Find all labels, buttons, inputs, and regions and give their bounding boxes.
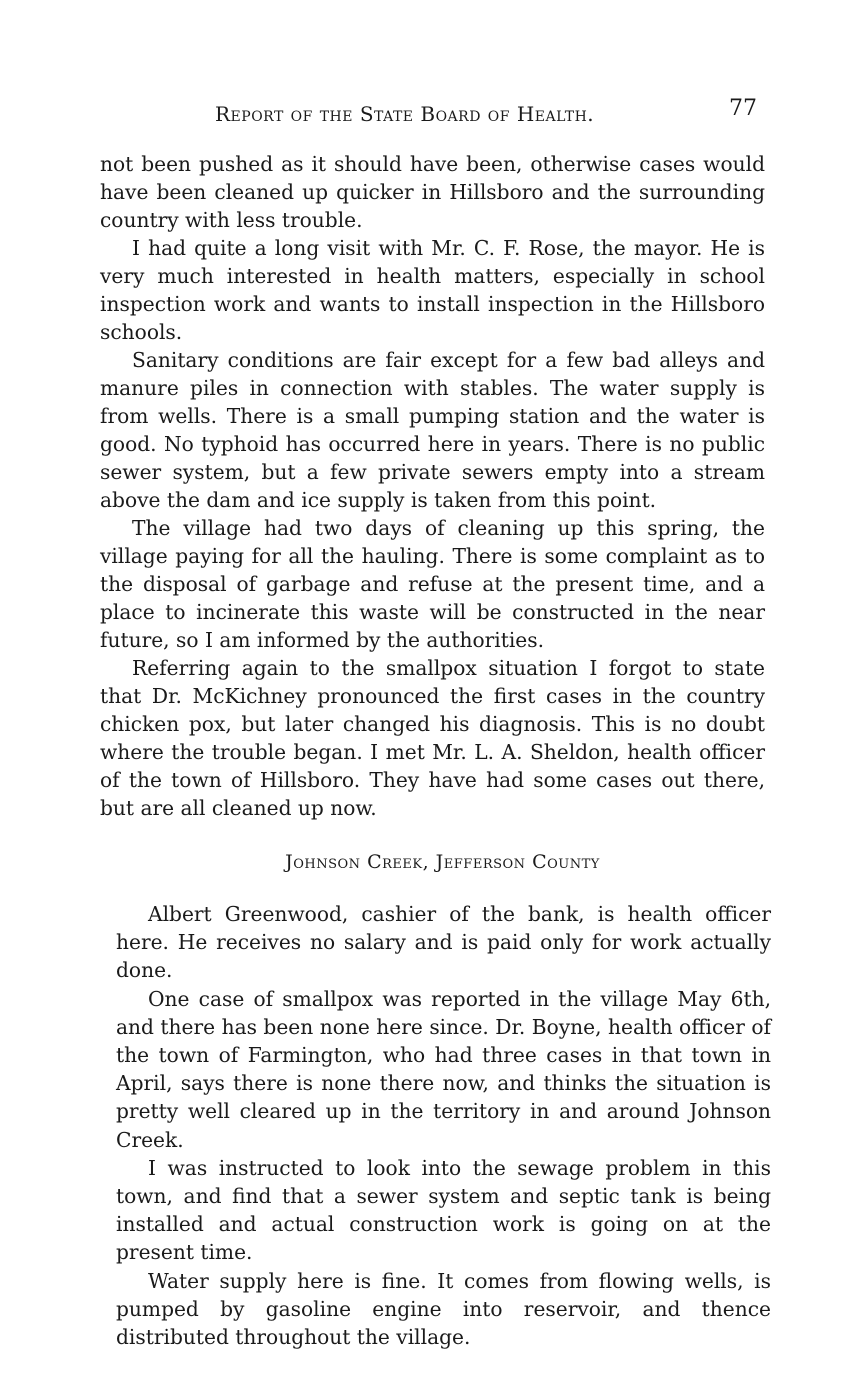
running-title: Report of the State Board of Health. xyxy=(215,102,595,126)
paragraph: The village had two days of cleaning up this spring, the village paying for all the hauling. There is some complaint as to the disposal of garbage and refuse at the present time, and a place to incinerate this waste will be constructed in the near future, so I am informed by the authorities. xyxy=(100,516,765,652)
paragraph: Referring again to the smallpox situation I forgot to state that Dr. McKichney pronounced the first cases in the country chicken pox, but later changed his diagnosis. This is no doubt where the trouble began. I met Mr. L. A. Sheldon, health officer of the town of Hillsboro. They have had some cases out there, but are all cleaned up now. xyxy=(100,656,765,820)
paragraph: One case of smallpox was reported in the village May 6th, and there has been none here since. Dr. Boyne, health officer of the town of Farmington, who had three cases in that town in April, says there is none there now, and thinks the situation is pretty well cleared up in the territory in and around Johnson Creek. xyxy=(116,986,771,1152)
paragraph: Albert Greenwood, cashier of the bank, is health officer here. He receives no salary and is paid only for work actually done. xyxy=(116,902,771,983)
paragraph: I was instructed to look into the sewage problem in this town, and find that a sewer system and septic tank is being installed and actual construction work is going on at the present time. xyxy=(116,1155,771,1265)
body-text-top xyxy=(100,150,765,894)
paragraph: Water supply here is fine. It comes from flowing wells, is pumped by gasoline engine into reservoir, and thence distributed throughout the village. xyxy=(116,1268,771,1350)
paragraph: not been pushed as it should have been, otherwise cases would have been cleaned up quicker in Hillsboro and the surrounding country with less trouble. xyxy=(100,152,765,232)
running-head xyxy=(100,96,765,130)
section-heading: Johnson Creek, Jefferson County xyxy=(285,851,600,873)
page-number: 77 xyxy=(729,96,757,121)
body-text-bottom xyxy=(116,900,771,1351)
paragraph: I had quite a long visit with Mr. C. F. Rose, the mayor. He is very much interested in health matters, especially in school inspection work and wants to install inspection in the Hillsboro schools. xyxy=(100,236,765,344)
paragraph: Sanitary conditions are fair except for a few bad alleys and manure piles in connection with stables. The water supply is from wells. There is a small pumping station and the water is good. No typhoid has occurred here in years. There is no public sewer system, but a few private sewers empty into a stream above the dam and ice supply is taken from this point. xyxy=(100,348,765,512)
